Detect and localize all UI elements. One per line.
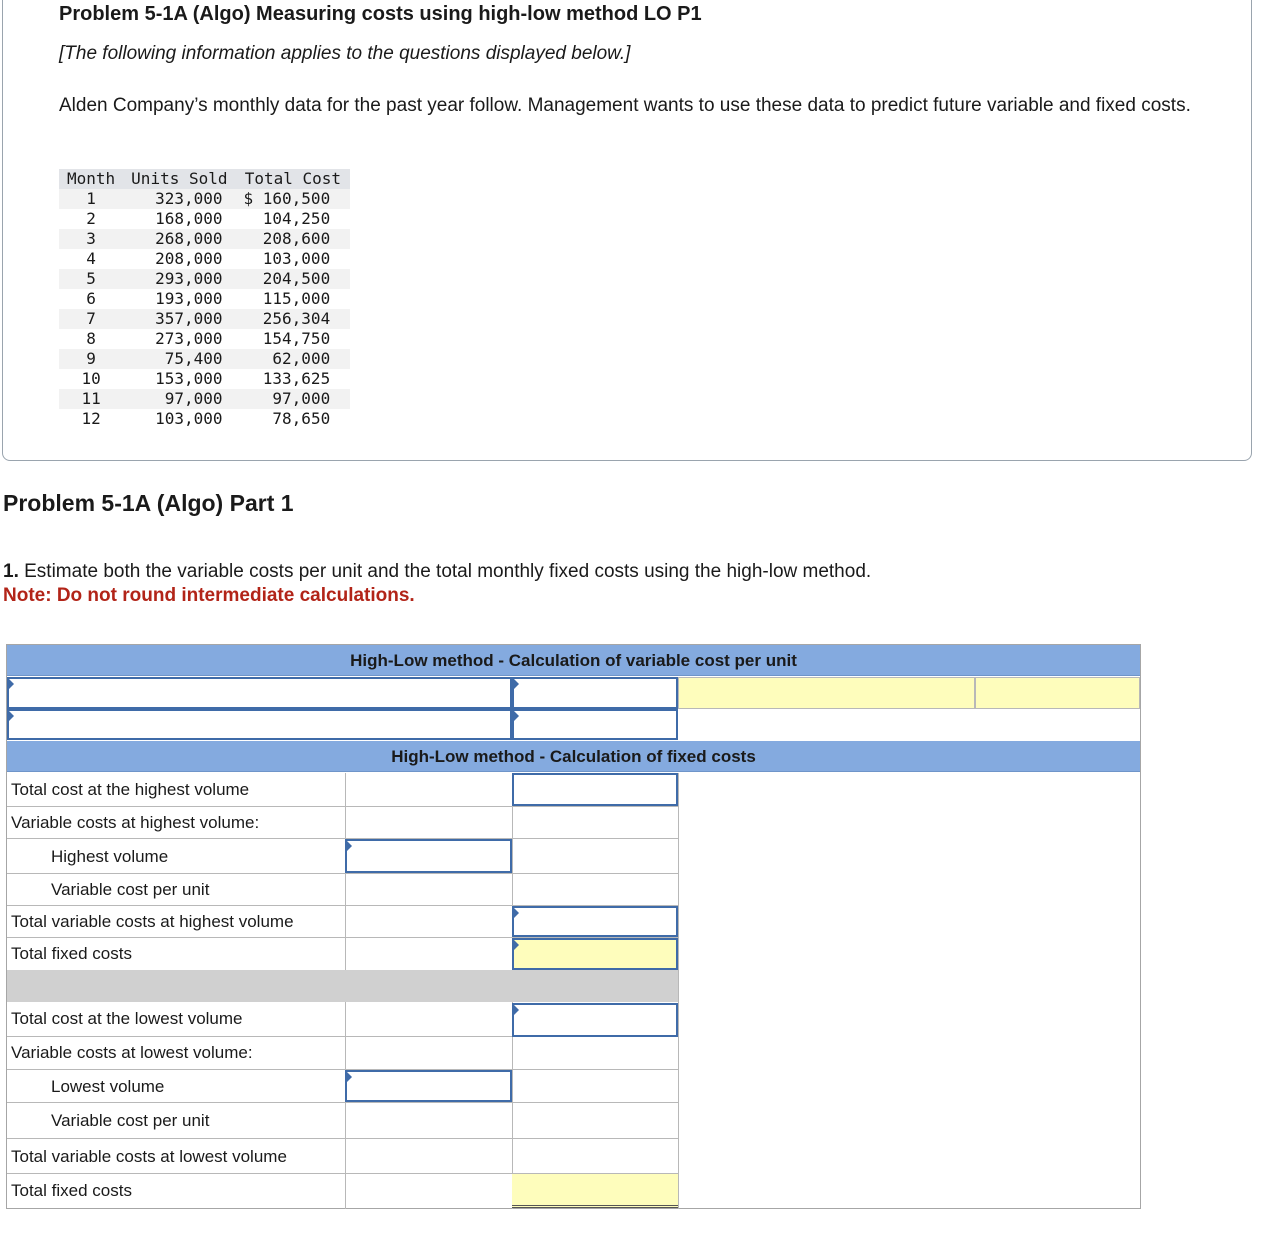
total-cost-cell: 208,600 (236, 229, 351, 249)
table-row (59, 389, 350, 409)
low-total-fixed-label: Total fixed costs (11, 1181, 132, 1200)
units-sold-cell: 193,000 (155, 289, 223, 308)
table-row (59, 289, 350, 309)
month-cell: 10 (81, 369, 101, 388)
table-header-row (59, 169, 350, 189)
units-sold-cell: 103,000 (155, 409, 223, 428)
variable-row2-value-input[interactable] (512, 709, 678, 740)
total-cost-cell: 115,000 (262, 289, 331, 308)
month-cell: 7 (59, 309, 123, 329)
high-total-variable-input[interactable] (512, 906, 678, 937)
month-cell: 6 (86, 289, 96, 308)
highest-volume-label: Highest volume (51, 847, 169, 866)
units-sold-cell: 323,000 (123, 189, 235, 209)
low-variable-costs-label: Variable costs at lowest volume: (11, 1043, 253, 1062)
lowest-volume-label: Lowest volume (51, 1077, 165, 1096)
total-cost-cell: 103,000 (262, 249, 331, 268)
month-cell: 9 (59, 349, 123, 369)
month-cell: 8 (86, 329, 96, 348)
month-cell: 4 (86, 249, 96, 268)
total-cost-cell: 104,250 (262, 209, 331, 228)
lowest-volume-input[interactable] (345, 1070, 512, 1102)
variable-row1-result-cell (975, 677, 1140, 709)
problem-description: Alden Company’s monthly data for the past year follow. Management wants to use these data to predict future variable and fixed costs. (59, 95, 1191, 116)
table-row (59, 189, 350, 209)
month-cell: 5 (59, 269, 123, 289)
low-total-fixed-cell (512, 1174, 678, 1208)
month-cell: 2 (86, 209, 96, 228)
high-total-variable-label: Total variable costs at highest volume (11, 912, 294, 931)
part-title: Problem 5-1A (Algo) Part 1 (3, 490, 294, 516)
variable-row1-label-dropdown[interactable] (7, 677, 512, 709)
rounding-note: Note: Do not round intermediate calculations. (3, 585, 415, 606)
total-cost-header: Total Cost (236, 169, 351, 189)
month-cell: 12 (81, 409, 101, 428)
table-row (59, 409, 350, 429)
question-text (3, 561, 871, 583)
total-cost-cell: 204,500 (236, 269, 351, 289)
variable-row2-label-dropdown[interactable] (7, 709, 512, 740)
high-total-cost-label: Total cost at the highest volume (11, 780, 250, 799)
low-total-cost-input[interactable] (512, 1003, 678, 1037)
highest-volume-input[interactable] (345, 839, 512, 873)
question-number: 1. (3, 561, 19, 582)
total-cost-cell: $ 160,500 (236, 189, 351, 209)
problem-title: Problem 5-1A (Algo) Measuring costs using high-low method LO P1 (59, 3, 702, 25)
total-cost-cell: 133,625 (262, 369, 331, 388)
table-row (59, 269, 350, 289)
table-row (59, 249, 350, 269)
month-cell: 1 (59, 189, 123, 209)
high-total-cost-input[interactable] (512, 773, 678, 806)
units-sold-cell: 97,000 (123, 389, 235, 409)
variable-row1-answer-cell (678, 677, 975, 709)
units-sold-cell: 273,000 (155, 329, 223, 348)
table-row (59, 309, 350, 329)
total-cost-cell: 62,000 (236, 349, 351, 369)
total-cost-cell: 256,304 (236, 309, 351, 329)
month-cell: 11 (59, 389, 123, 409)
units-sold-cell: 293,000 (123, 269, 235, 289)
units-sold-cell: 268,000 (123, 229, 235, 249)
variable-cost-header: High-Low method - Calculation of variable cost per unit (7, 645, 1140, 676)
fixed-cost-header: High-Low method - Calculation of fixed costs (7, 741, 1140, 772)
table-row (59, 229, 350, 249)
units-sold-cell: 357,000 (123, 309, 235, 329)
question-body: Estimate both the variable costs per unit and the total monthly fixed costs using the high-low method. (18, 561, 872, 582)
units-sold-header: Units Sold (123, 169, 235, 189)
low-vc-per-unit-label: Variable cost per unit (51, 1111, 210, 1130)
total-cost-cell: 78,650 (272, 409, 331, 428)
low-total-cost-label: Total cost at the lowest volume (11, 1009, 243, 1028)
table-row (59, 369, 350, 389)
monthly-data-table (59, 169, 350, 429)
low-total-variable-label: Total variable costs at lowest volume (11, 1147, 287, 1166)
table-row (59, 209, 350, 229)
table-row (59, 349, 350, 369)
total-cost-cell: 154,750 (262, 329, 331, 348)
section-separator (7, 970, 678, 1002)
units-sold-cell: 153,000 (155, 369, 223, 388)
units-sold-cell: 168,000 (155, 209, 223, 228)
total-cost-cell: 97,000 (236, 389, 351, 409)
variable-row1-value-input[interactable] (512, 677, 678, 709)
high-total-fixed-label: Total fixed costs (11, 944, 132, 963)
table-row (59, 329, 350, 349)
high-vc-per-unit-label: Variable cost per unit (51, 880, 210, 899)
high-low-worksheet (6, 644, 1141, 1209)
problem-subtitle: [The following information applies to the questions displayed below.] (59, 43, 631, 64)
month-cell: 3 (59, 229, 123, 249)
units-sold-cell: 75,400 (123, 349, 235, 369)
high-variable-costs-label: Variable costs at highest volume: (11, 813, 260, 832)
high-total-fixed-input[interactable] (512, 938, 678, 970)
units-sold-cell: 208,000 (155, 249, 223, 268)
month-header: Month (59, 169, 123, 189)
